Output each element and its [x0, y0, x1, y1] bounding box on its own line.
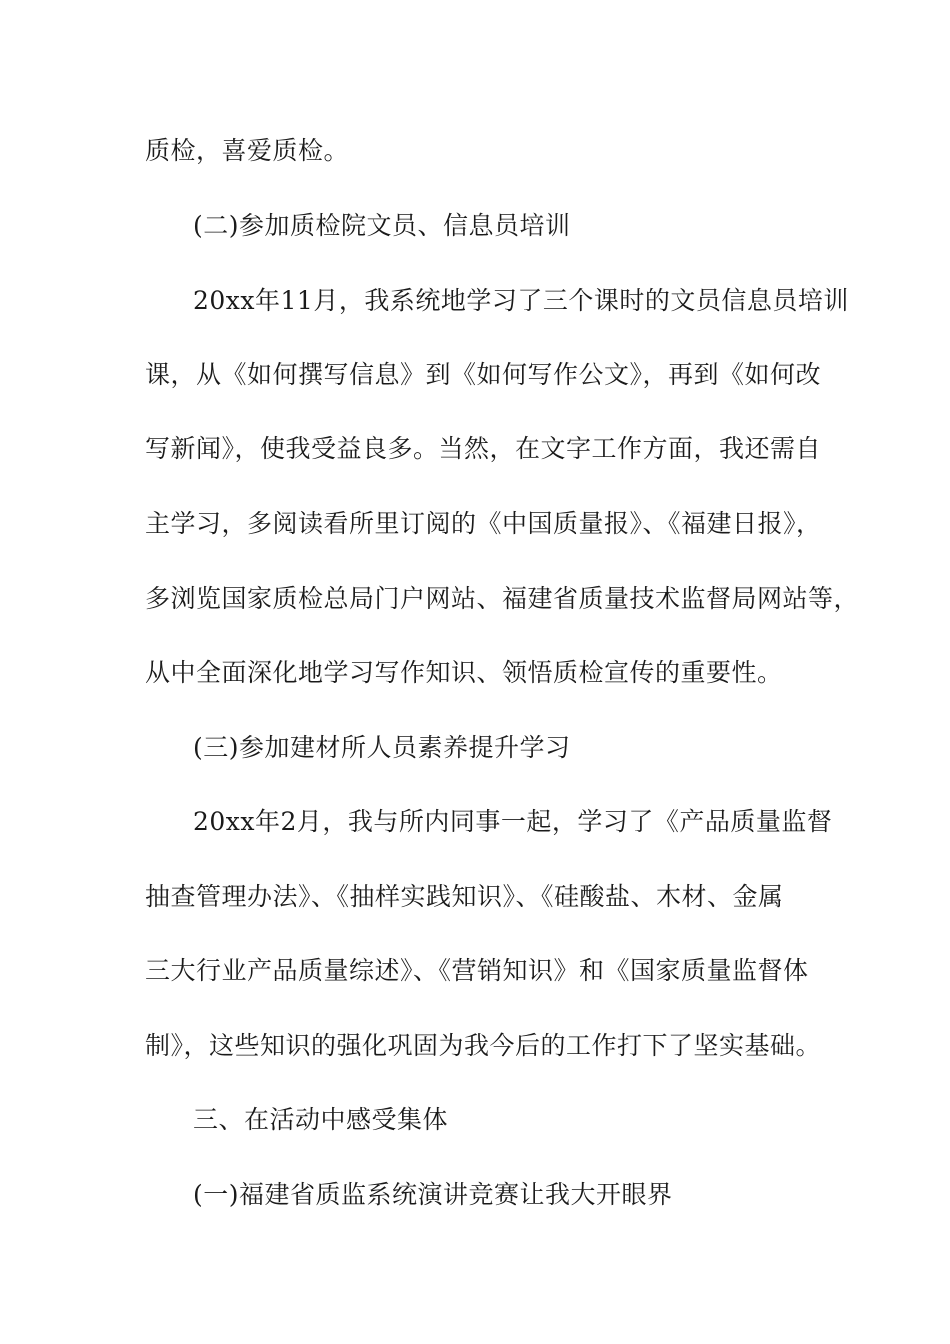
paragraph-line: 主学习，多阅读看所里订阅的《中国质量报》、《福建日报》，: [145, 509, 822, 538]
paragraph-line: 写新闻》，使我受益良多。当然，在文字工作方面，我还需自: [145, 434, 822, 463]
paragraph-line: 课，从《如何撰写信息》到《如何写作公文》，再到《如何改: [145, 360, 822, 389]
paragraph-line: 抽查管理办法》、《抽样实践知识》、《硅酸盐、木材、金属: [145, 882, 784, 911]
section-heading: (一)福建省质监系统演讲竞赛让我大开眼界: [193, 1180, 673, 1209]
paragraph-line: 制》，这些知识的强化巩固为我今后的工作打下了坚实基础。: [145, 1031, 822, 1060]
paragraph-line: 三大行业产品质量综述》、《营销知识》和《国家质量监督体: [145, 956, 809, 985]
section-heading: (二)参加质检院文员、信息员培训: [193, 211, 571, 240]
paragraph-line: 20xx年11月，我系统地学习了三个课时的文员信息员培训: [193, 286, 849, 315]
paragraph-line: 从中全面深化地学习写作知识、领悟质检宣传的重要性。: [145, 658, 783, 687]
paragraph-line: 质检，喜爱质检。: [145, 136, 350, 165]
section-heading: 三、在活动中感受集体: [193, 1105, 449, 1134]
section-heading: (三)参加建材所人员素养提升学习: [193, 733, 571, 762]
paragraph-line: 20xx年2月，我与所内同事一起，学习了《产品质量监督: [193, 807, 833, 836]
paragraph-line: 多浏览国家质检总局门户网站、福建省质量技术监督局网站等，: [145, 584, 860, 613]
